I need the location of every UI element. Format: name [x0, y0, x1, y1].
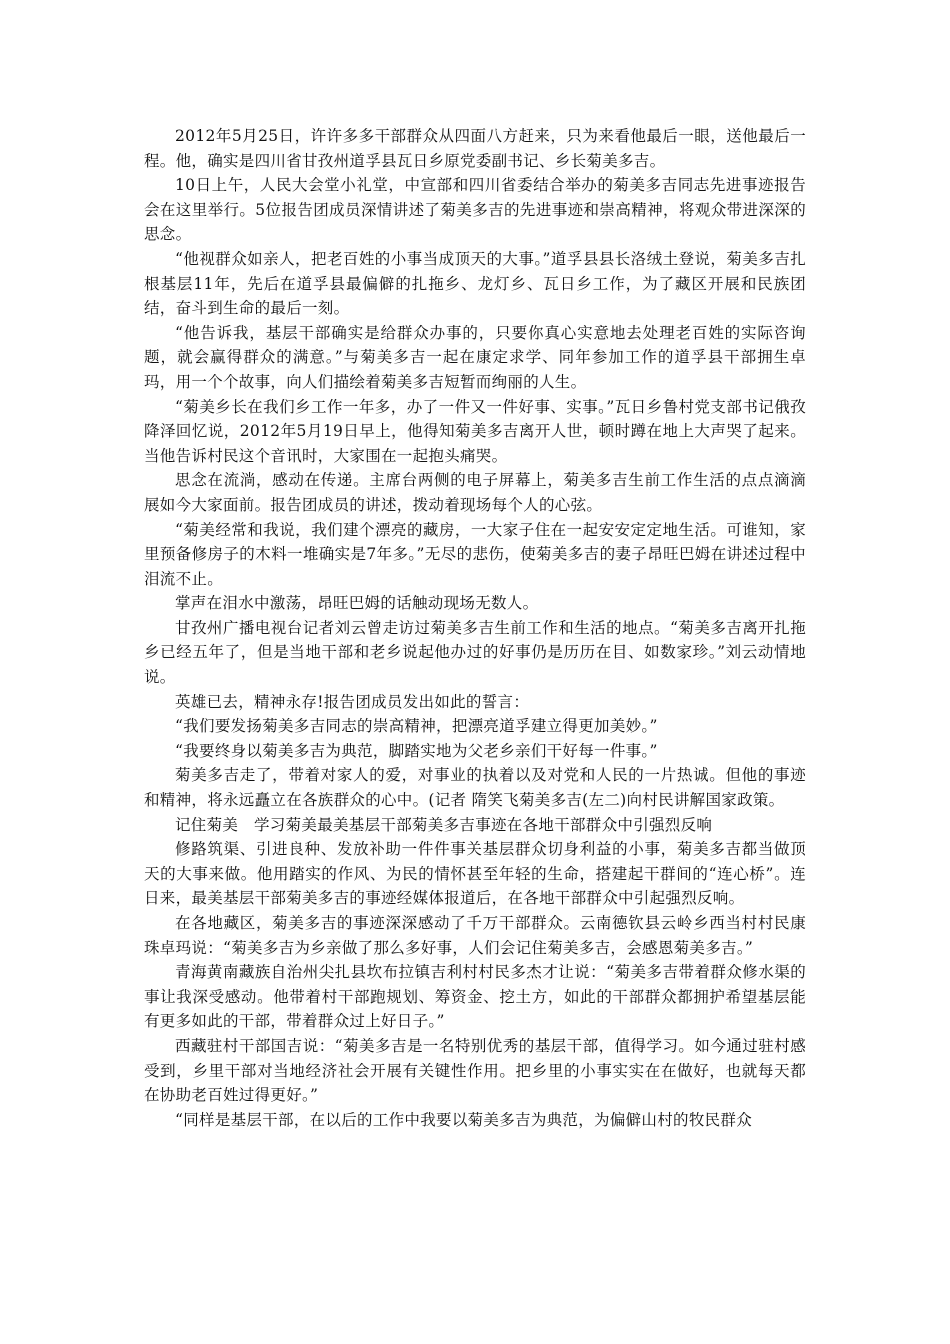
quote-paragraph: “我要终身以菊美多吉为典范，脚踏实地为父老乡亲们干好每一件事。” — [175, 741, 658, 760]
paragraph: 甘孜州广播电视台记者刘云曾走访过菊美多吉生前工作和生活的地点。“菊美多吉离开扎拖乡已经五年了，但是当地干部和老乡说起他办过的好事仍是历历在目、如数家珍。”刘云动情地说。 — [144, 618, 806, 687]
paragraph: 西藏驻村干部国吉说：“菊美多吉是一名特别优秀的基层干部，值得学习。如今通过驻村感受到，乡里干部对当地经济社会开展有关键性作用。把乡里的小事实实在在做好，也就每天都在协助老百姓过得更好。” — [144, 1036, 806, 1105]
paragraph: 青海黄南藏族自治州尖扎县坎布拉镇吉利村村民多杰才让说：“菊美多吉带着群众修水渠的事让我深受感动。他带着村干部跑规划、筹资金、挖土方，如此的干部群众都拥护希望基层能有更多如此的干部，带着群众过上好日子。” — [144, 963, 806, 1031]
paragraph: “他视群众如亲人，把老百姓的小事当成顶天的大事。”道孚县县长洛绒土登说，菊美多吉扎根基层11年，先后在道孚县最偏僻的扎拖乡、龙灯乡、瓦日乡工作，为了藏区开展和民族团结，奋斗到生命的最后一刻。 — [144, 249, 806, 318]
paragraph: 修路筑渠、引进良种、发放补助一件件事关基层群众切身利益的小事，菊美多吉都当做顶天的大事来做。他用踏实的作风、为民的情怀甚至年轻的生命，搭建起干群间的“连心桥”。连日来，最美基层干部菊美多吉的事迹经媒体报道后，在各地干部群众中引起强烈反响。 — [144, 840, 806, 908]
section-heading: 记住菊美 学习菊美最美基层干部菊美多吉事迹在各地干部群众中引强烈反响 — [175, 815, 713, 834]
paragraph: 菊美多吉走了，带着对家人的爱，对事业的执着以及对党和人民的一片热诚。但他的事迹和精神，将永远矗立在各族群众的心中。(记者 隋笑飞菊美多吉(左二)向村民讲解国家政策。 — [144, 766, 806, 810]
paragraph: “菊美经常和我说，我们建个漂亮的藏房，一大家子住在一起安安定定地生活。可谁知，家里预备修房子的木料一堆确实是7年多。”无尽的悲伤，使菊美多吉的妻子昂旺巴姆在讲述过程中泪流不止。 — [144, 520, 806, 588]
paragraph: 10日上午，人民大会堂小礼堂，中宣部和四川省委结合举办的菊美多吉同志先进事迹报告会在这里举行。5位报告团成员深情讲述了菊美多吉的先进事迹和崇高精神，将观众带进深深的思念。 — [144, 176, 806, 244]
paragraph: 在各地藏区，菊美多吉的事迹深深感动了千万干部群众。云南德钦县云岭乡西当村村民康珠卓玛说：“菊美多吉为乡亲做了那么多好事，人们会记住菊美多吉，会感恩菊美多吉。” — [144, 914, 806, 957]
paragraph: 思念在流淌，感动在传递。主席台两侧的电子屏幕上，菊美多吉生前工作生活的点点滴滴展如今大家面前。报告团成员的讲述，拨动着现场每个人的心弦。 — [144, 471, 806, 514]
article-body — [144, 124, 806, 1132]
paragraph: 英雄已去，精神永存!报告团成员发出如此的誓言： — [175, 692, 530, 711]
quote-paragraph: “我们要发扬菊美多吉同志的崇高精神，把漂亮道孚建立得更加美妙。” — [175, 717, 658, 736]
paragraph: “同样是基层干部，在以后的工作中我要以菊美多吉为典范，为偏僻山村的牧民群众 — [175, 1110, 753, 1129]
paragraph: “他告诉我，基层干部确实是给群众办事的，只要你真心实意地去处理老百姓的实际咨询题，就会赢得群众的满意。”与菊美多吉一起在康定求学、同年参加工作的道孚县干部拥生卓玛，用一个个故事，向人们描绘着菊美多吉短暂而绚丽的人生。 — [144, 323, 806, 391]
paragraph: 2012年5月25日，许许多多干部群众从四面八方赶来，只为来看他最后一眼，送他最后一程。他，确实是四川省甘孜州道孚县瓦日乡原党委副书记、乡长菊美多吉。 — [144, 127, 806, 170]
paragraph: “菊美乡长在我们乡工作一年多，办了一件又一件好事、实事。”瓦日乡鲁村党支部书记俄孜降泽回忆说，2012年5月19日早上，他得知菊美多吉离开人世，顿时蹲在地上大声哭了起来。当他告诉村民这个音讯时，大家围在一起抱头痛哭。 — [144, 397, 806, 465]
paragraph: 掌声在泪水中激荡，昂旺巴姆的话触动现场无数人。 — [175, 594, 539, 613]
